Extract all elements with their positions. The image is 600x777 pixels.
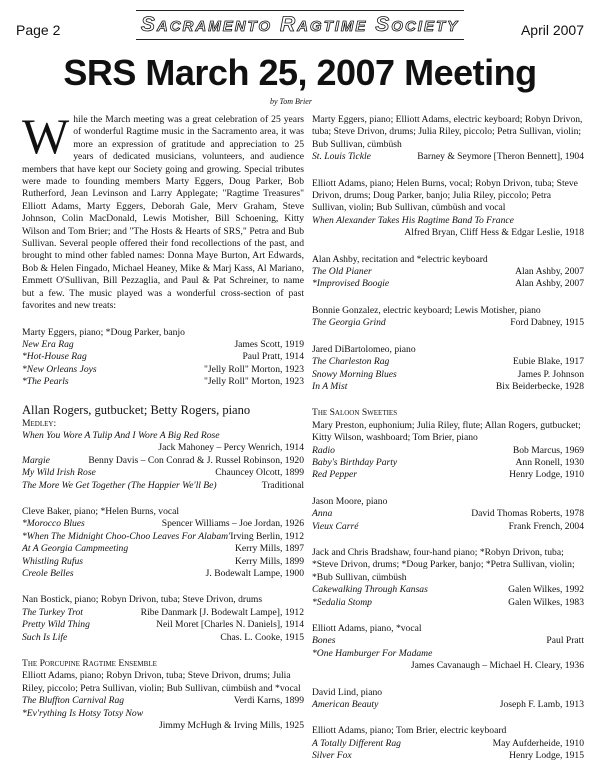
song-composer: J. Bodewalt Lampe, 1900 xyxy=(205,568,304,579)
song-composer: Eubie Blake, 1917 xyxy=(512,356,584,368)
song-row xyxy=(312,738,584,750)
song-title: The More We Get Together (The Happier We'll Be) xyxy=(22,479,217,491)
song-row xyxy=(312,750,584,762)
song-composer: Alan Ashby, 2007 xyxy=(515,278,584,290)
song-composer: Neil Moret [Charles N. Daniels], 1914 xyxy=(156,619,304,631)
song-title: *One Hamburger For Madame xyxy=(312,647,433,659)
song-row xyxy=(312,597,584,609)
song-composer: James Cavanaugh – Michael H. Cleary, 1936 xyxy=(410,660,584,672)
program-block xyxy=(22,594,304,644)
page-header xyxy=(16,4,584,42)
song-title: Snowy Morning Blues xyxy=(312,368,397,380)
song-row xyxy=(312,381,584,393)
song-row xyxy=(312,369,584,381)
program-block xyxy=(312,407,584,481)
song-title: The Bluffton Carnival Rag xyxy=(22,695,125,707)
song-row xyxy=(22,531,304,543)
program-block xyxy=(312,496,584,533)
song-title: St. Louis Tickle xyxy=(312,151,371,163)
song-title: Margie xyxy=(22,454,50,466)
song-composer: Henry Lodge, 1915 xyxy=(509,750,584,762)
performers-line: Bonnie Gonzalez, electric keyboard; Lewis Motisher, piano xyxy=(312,304,541,316)
song-title: Radio xyxy=(312,444,335,456)
page-number: Page 2 xyxy=(16,22,61,38)
performers-line: Mary Preston, euphonium; Julia Riley, flute; Allan Rogers, gutbucket; Kitty Wilson, washboard; Tom Brier, piano xyxy=(312,419,581,444)
performers-line: David Lind, piano xyxy=(312,686,383,698)
song-composer: Galen Wilkes, 1983 xyxy=(508,596,584,608)
song-title: Such Is Life xyxy=(22,631,68,643)
song-row xyxy=(22,364,304,376)
song-title: *New Orleans Joys xyxy=(22,363,97,375)
song-row xyxy=(312,457,584,469)
intro-text: hile the March meeting was a great celebration of 25 years of wonderful Ragtime music in the Sacramento area, it was more an expression of gratitude and appreciation to 25 years of dedicated musicians, volunteers, and audience members that have kept our Society going and growing. Special tributes were made to founding members Marty Eggers, Doug Parker, Bob Rutherford, Jean Levinson and Larry Applegate; "Ragtime Treasures" Elliott Adams, Marty Eggers, Deborah Gale, Merv Graham, Steve Johnson, Colin MacDonald, Lewis Motisher, Bill Schoening, Kitty Wilson and Tom Brier; and "The Hosts & Hearts of SRS," Petra and Bub Sullivan. Several people offered their fond recollections of the past, and brought to mind other fabled names: Donna Maye Burton, Art Edwards, Bob & Helen Fingado, Michael Heaney, Mike & Marj Kass, Al Mariano, Emmett O'Sullivan, Bill Pezzaglia, and Paul & Pat Schreiner, to name but a few. The music played was a wonderful cross-section of past favorites and new treats: xyxy=(22,114,304,312)
song-row xyxy=(22,556,304,568)
song-composer: Bix Beiderbecke, 1928 xyxy=(495,380,584,392)
song-composer: Chauncey Olcott, 1899 xyxy=(215,467,304,479)
intro-paragraph xyxy=(22,108,304,313)
left-program-list xyxy=(22,327,304,733)
song-title: Red Pepper xyxy=(312,469,358,481)
song-composer: Ford Dabney, 1915 xyxy=(510,317,584,329)
song-composer: "Jelly Roll" Morton, 1923 xyxy=(203,376,304,388)
song-row xyxy=(22,455,304,467)
song-title: The Charleston Rag xyxy=(312,356,390,368)
song-composer: Henry Lodge, 1910 xyxy=(509,469,584,481)
performers-line: Marty Eggers, piano; *Doug Parker, banjo xyxy=(22,326,185,338)
song-title: American Beauty xyxy=(312,699,379,711)
song-row xyxy=(312,521,584,533)
song-title: *Ev'rything Is Hotsy Totsy Now xyxy=(22,707,144,719)
program-block xyxy=(312,114,584,164)
song-row xyxy=(312,584,584,596)
song-row xyxy=(22,376,304,388)
song-composer: Barney & Seymore [Theron Bennett], 1904 xyxy=(417,151,584,163)
song-composer: Irving Berlin, 1912 xyxy=(230,530,304,542)
song-composer: Joseph F. Lamb, 1913 xyxy=(499,699,584,711)
song-row xyxy=(22,430,304,455)
medley-label: Medley: xyxy=(22,417,57,429)
song-composer: Chas. L. Cooke, 1915 xyxy=(220,631,304,643)
song-row xyxy=(22,695,304,707)
program-block xyxy=(22,506,304,580)
right-column xyxy=(312,114,584,777)
song-title: *Hot-House Rag xyxy=(22,351,87,363)
song-title: My Wild Irish Rose xyxy=(22,467,96,479)
song-title: *Sedalia Stomp xyxy=(312,596,372,608)
song-composer: Ribe Danmark [J. Bodewalt Lampe], 1912 xyxy=(140,606,304,618)
song-title: *Improvised Boogie xyxy=(312,278,390,290)
ensemble-name: The Porcupine Ragtime Ensemble xyxy=(22,658,157,670)
song-row xyxy=(312,699,584,711)
song-title: Silver Fox xyxy=(312,750,352,762)
program-block xyxy=(312,623,584,673)
song-composer: Kerry Mills, 1899 xyxy=(234,555,304,567)
song-row xyxy=(312,215,584,240)
song-composer: Bob Marcus, 1969 xyxy=(512,444,584,456)
song-title: Pretty Wild Thing xyxy=(22,619,90,631)
song-title: Vieux Carré xyxy=(312,520,359,532)
performers-line: Elliott Adams, piano; Robyn Drivon, tuba; Steve Drivon, drums; Julia Riley, piccolo; Petra Sullivan, violin; Bub Sullivan, cümbüsh and *vocal xyxy=(22,670,301,694)
performers-line: Allan Rogers, gutbucket; Betty Rogers, piano xyxy=(22,402,251,417)
song-title: At A Georgia Campmeeting xyxy=(22,543,129,555)
program-block xyxy=(312,547,584,609)
program-block xyxy=(312,687,584,712)
song-row xyxy=(312,648,584,673)
program-block xyxy=(312,178,584,240)
performers-line: Elliott Adams, piano, *vocal xyxy=(312,623,422,634)
song-title: *Morocco Blues xyxy=(22,518,85,530)
program-block xyxy=(312,254,584,291)
byline: by Tom Brier xyxy=(270,97,312,106)
performers-line: Elliott Adams, piano; Tom Brier, electric keyboard xyxy=(312,725,507,737)
right-program-list xyxy=(312,114,584,763)
performers-line: Elliott Adams, piano; Helen Burns, vocal; Robyn Drivon, tuba; Steve Drivon, drums; Doug Parker, banjo; Julia Riley, piccolo; Petra Sullivan, violin; Bub Sullivan, cümbüsh and vocal xyxy=(312,177,578,214)
drop-cap: W xyxy=(22,108,70,164)
society-masthead: Sacramento Ragtime Society xyxy=(136,10,464,40)
song-composer: May Aufderheide, 1910 xyxy=(492,737,584,749)
song-row xyxy=(312,635,584,647)
song-row xyxy=(22,543,304,555)
song-composer: James P. Johnson xyxy=(517,368,584,380)
song-composer: Jack Mahoney – Percy Wenrich, 1914 xyxy=(158,442,304,454)
performers-line: Jack and Chris Bradshaw, four-hand piano; *Robyn Drivon, tuba; *Steve Drivon, drums; *Doug Parker, banjo; *Petra Sullivan, violin; *Bub Sullivan, cümbüsh xyxy=(312,546,575,583)
article-title: SRS March 25, 2007 Meeting xyxy=(63,52,537,93)
song-composer: David Thomas Roberts, 1978 xyxy=(471,508,584,520)
song-composer: Paul Pratt, 1914 xyxy=(242,351,304,363)
song-row xyxy=(312,445,584,457)
song-composer: Alan Ashby, 2007 xyxy=(515,266,584,278)
song-row xyxy=(312,356,584,368)
song-row xyxy=(22,480,304,492)
song-composer: Kerry Mills, 1897 xyxy=(234,543,304,555)
program-block xyxy=(22,403,304,492)
left-column xyxy=(22,108,304,746)
song-row xyxy=(22,467,304,479)
song-composer: Paul Pratt xyxy=(546,635,584,647)
performers-line: Alan Ashby, recitation and *electric keyboard xyxy=(312,253,488,265)
program-block xyxy=(312,305,584,330)
song-title: Anna xyxy=(312,508,333,520)
issue-date: April 2007 xyxy=(520,22,584,38)
song-row xyxy=(312,266,584,278)
song-composer: Benny Davis – Con Conrad & J. Russel Robinson, 1920 xyxy=(88,454,304,466)
ensemble-name: The Saloon Sweeties xyxy=(312,407,398,419)
song-title: A Totally Different Rag xyxy=(312,737,401,749)
song-title: Baby's Birthday Party xyxy=(312,456,398,468)
song-title: Creole Belles xyxy=(22,568,74,579)
song-row xyxy=(312,151,584,163)
song-composer: James Scott, 1919 xyxy=(234,338,304,350)
song-title: Whistling Rufus xyxy=(22,555,84,567)
performers-line: Cleve Baker, piano; *Helen Burns, vocal xyxy=(22,505,180,517)
song-composer: Galen Wilkes, 1992 xyxy=(508,584,584,596)
song-title: The Turkey Trot xyxy=(22,606,83,618)
song-composer: Traditional xyxy=(261,479,304,491)
song-composer: Verdi Karns, 1899 xyxy=(233,695,304,707)
song-composer: Frank French, 2004 xyxy=(508,520,584,532)
song-row xyxy=(22,708,304,733)
song-title: The Old Pianer xyxy=(312,266,372,278)
performers-line: Jason Moore, piano xyxy=(312,495,388,507)
song-title: New Era Rag xyxy=(22,338,74,350)
program-block xyxy=(22,327,304,389)
song-title: *When The Midnight Choo-Choo Leaves For Alabam' xyxy=(22,530,231,542)
song-row xyxy=(22,568,304,580)
song-row xyxy=(22,518,304,530)
song-row xyxy=(312,508,584,520)
song-row xyxy=(312,469,584,481)
song-title: *The Pearls xyxy=(22,376,69,388)
song-composer: Alfred Bryan, Cliff Hess & Edgar Leslie, 1918 xyxy=(404,227,584,239)
song-row xyxy=(22,632,304,644)
song-title: When Alexander Takes His Ragtime Band To France xyxy=(312,214,514,226)
song-title: When You Wore A Tulip And I Wore A Big Red Rose xyxy=(22,429,220,441)
program-block xyxy=(312,725,584,762)
song-row xyxy=(312,317,584,329)
song-composer: Spencer Williams – Joe Jordan, 1926 xyxy=(161,518,304,530)
song-row xyxy=(22,339,304,351)
song-title: The Georgia Grind xyxy=(312,317,386,329)
program-block xyxy=(312,344,584,394)
song-title: Bones xyxy=(312,635,336,647)
song-row xyxy=(22,619,304,631)
song-row xyxy=(22,607,304,619)
performers-line: Nan Bostick, piano; Robyn Drivon, tuba; Steve Drivon, drums xyxy=(22,594,263,606)
song-title: In A Mist xyxy=(312,380,348,392)
song-row xyxy=(22,351,304,363)
song-composer: Ann Ronell, 1930 xyxy=(515,456,584,468)
program-block xyxy=(22,658,304,732)
song-composer: Jimmy McHugh & Irving Mills, 1925 xyxy=(159,720,304,732)
song-composer: "Jelly Roll" Morton, 1923 xyxy=(203,363,304,375)
song-title: Cakewalking Through Kansas xyxy=(312,584,428,596)
performers-line: Marty Eggers, piano; Elliott Adams, electric keyboard; Robyn Drivon, tuba; Steve Drivon, drums; Julia Riley, piccolo; Petra Sullivan, violin; Bub Sullivan, cümbüsh xyxy=(312,114,583,150)
song-row xyxy=(312,278,584,290)
performers-line: Jared DiBartolomeo, piano xyxy=(312,343,416,355)
